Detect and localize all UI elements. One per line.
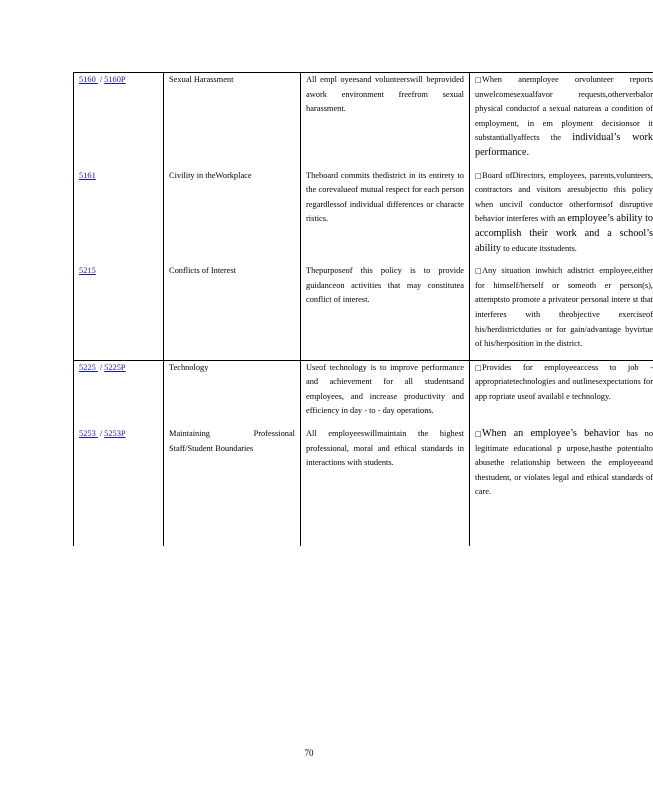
policy-link[interactable]: 5225P — [104, 362, 126, 372]
code-separator: / — [99, 429, 103, 439]
policy-bullet-text: When anemployee orvolunteer reports unwelcomesexualfavor requests,otherverbalor physical conductof a sexual natureas a condition of employment, in em ployment decisionsor it substantiallyaffects the — [475, 75, 653, 143]
page-number: 70 — [304, 748, 314, 758]
code-separator: / — [99, 75, 103, 84]
policy-bullet-text-after: to educate itsstudents. — [503, 243, 577, 253]
policy-link[interactable]: 5161 — [79, 170, 96, 180]
policy-title: Sexual Harassment — [164, 73, 301, 169]
policy-link[interactable]: 5253P — [104, 429, 126, 439]
bullet-icon: □ — [475, 171, 482, 180]
policy-title: Maintaining Professional Staff/Student Boundaries — [164, 427, 301, 546]
policy-bullet-cell — [470, 264, 653, 360]
policy-code-cell — [74, 427, 164, 546]
policy-link[interactable]: 5160P — [104, 75, 126, 84]
policy-description: Theboard commits thedistrict in its entirety to the corevalueof mutual respect for each person regardlessof individual differences or characte ristics. — [301, 169, 470, 265]
policy-bullet-cell — [470, 169, 653, 265]
bullet-icon: □ — [475, 363, 482, 372]
policy-bullet-text: Any situation inwhich adistrict employee,either for himself/herself or someoth er person(s), attemptsto promote a privateor personal intere st that interferes with theobjective exerciseof his/herdistrictduties or for gain/advantage byvirtue of his/herposition in the district. — [475, 266, 653, 349]
policy-bullet-text-large: employee’s ability to accomplish their work and a school’s ability — [475, 213, 653, 254]
bullet-icon: □ — [475, 76, 482, 84]
policy-description: Thepurposeof this policy is to provide guidanceon activities that may constitutea conflict of interest. — [301, 264, 470, 360]
policy-bullet-text: Board ofDirectors, employees, parents,volunteers, contractors and visitors aresubjectto this policy when uncivil conductor otherformsof disruptive behavior interferes with an — [475, 170, 653, 224]
policy-bullet-text-large: When an employee’s behavior — [482, 428, 620, 440]
policy-bullet-text-large: individual’s work performance. — [475, 132, 653, 158]
policy-code-cell — [74, 73, 164, 169]
policy-code-cell — [74, 169, 164, 265]
table-row — [74, 427, 653, 546]
policy-bullet-cell — [470, 360, 653, 427]
policy-link[interactable]: 5225 — [79, 362, 98, 372]
table-row — [74, 73, 653, 169]
policy-description: All empl oyeesand volunteerswill beprovided awork environment freefrom sexual harassment. — [301, 73, 470, 169]
policy-description: All employeeswillmaintain the highest professional, moral and ethical standards in interactions with students. — [301, 427, 470, 546]
policy-title: Conflicts of Interest — [164, 264, 301, 360]
bullet-icon: □ — [475, 430, 482, 439]
policy-description: Useof technology is to improve performance and achievement for all studentsand employees, and increase productivity and efficiency in day - to - day operations. — [301, 360, 470, 427]
policy-link[interactable]: 5215 — [79, 266, 96, 276]
table-row — [74, 360, 653, 427]
bullet-icon: □ — [475, 267, 482, 276]
policy-bullet-text: Provides for employeeaccess to job - appropriatetechnologies and outlinesexpectations for app ropriate useof availabl e technology. — [475, 362, 653, 401]
policy-title: Technology — [164, 360, 301, 427]
policy-bullet-cell — [470, 427, 653, 546]
policy-title: Civility in theWorkplace — [164, 169, 301, 265]
policy-link[interactable]: 5160 — [79, 75, 98, 84]
policy-bullet-text: has no legitimate educational p urpose,hasthe potentialto abusethe relationship between the employeeand thestudent, or violates legal and ethical standards of care. — [475, 429, 653, 497]
policy-link[interactable]: 5253 — [79, 429, 98, 439]
table-row — [74, 264, 653, 360]
policy-code-cell — [74, 360, 164, 427]
policy-bullet-cell — [470, 73, 653, 169]
code-separator: / — [99, 362, 103, 372]
policy-table — [73, 72, 653, 546]
policy-code-cell — [74, 264, 164, 360]
table-row — [74, 169, 653, 265]
